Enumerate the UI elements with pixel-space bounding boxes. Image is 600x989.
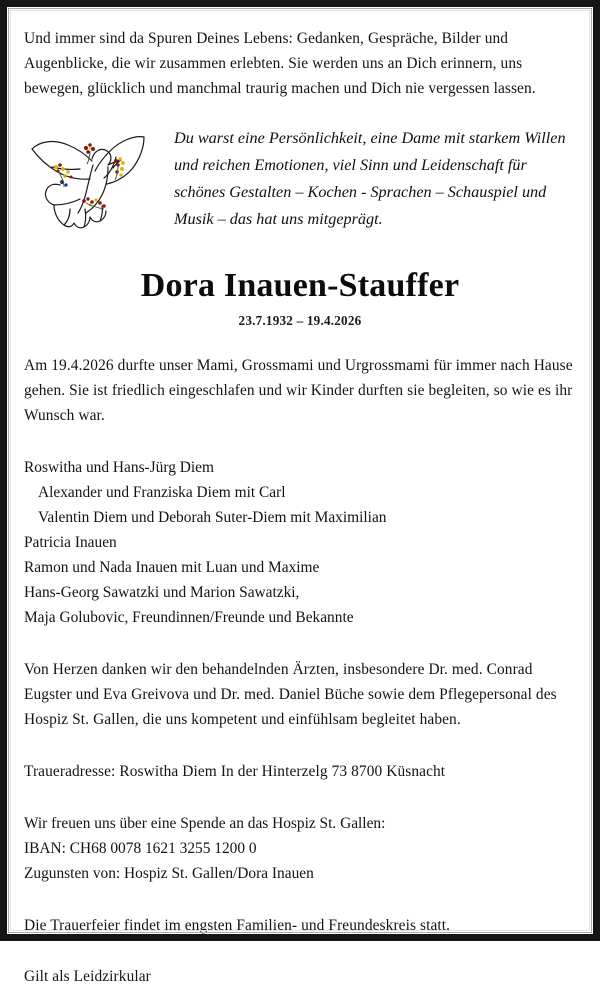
donation-intro: Wir freuen uns über eine Spende an das Hospiz St. Gallen: [24,815,386,833]
survivors-list [24,455,576,630]
list-item: Hans-Georg Sawatzki und Marion Sawatzki, [24,584,300,602]
list-item: Roswitha und Hans-Jürg Diem [24,459,214,477]
list-item: Valentin Diem und Deborah Suter-Diem mit Maximilian [38,509,387,527]
list-item: Patricia Inauen [24,534,117,552]
donation-block [24,811,576,886]
ceremony-note: Die Trauerfeier findet im engsten Familien- und Freundeskreis statt. [24,917,451,935]
name-block [24,267,576,329]
list-item: Maja Golubovic, Freundinnen/Freunde und Bekannte [24,609,354,627]
list-item: Ramon und Nada Inauen mit Luan und Maxime [24,559,320,577]
dove-illustration [24,123,174,233]
thanks-paragraph: Von Herzen danken wir den behandelnden Ärzten, insbesondere Dr. med. Conrad Eugster und Eva Greivova und Dr. med. Daniel Büche sowie dem Pflegepersonal des Hospiz St. Gallen, die uns kompetent und einfühlsam begleitet haben. [24,661,557,729]
mourning-address: Traueradresse: Roswitha Diem In der Hinterzelg 73 8700 Küsnacht [24,763,446,781]
dove-icon [24,127,164,233]
circular-note: Gilt als Leidzirkular [24,968,151,986]
list-item: Alexander und Franziska Diem mit Carl [38,484,286,502]
passing-paragraph: Am 19.4.2026 durfte unser Mami, Grossmami und Urgrossmami für immer nach Hause gehen. Sie ist friedlich eingeschlafen und wir Kinder durften sie begleiten, so wie es ihr Wunsch war. [24,357,573,425]
flower-cluster-top [84,143,95,164]
intro-paragraph: Und immer sind da Spuren Deines Lebens: Gedanken, Gespräche, Bilder und Augenblicke, die wir zusammen erlebten. Sie werden uns an Dich erinnern, uns bewegen, glücklich und manchmal traurig machen und Dich nie vergessen lassen. [24,30,536,97]
deceased-name: Dora Inauen-Stauffer [140,267,460,304]
donation-beneficiary: Zugunsten von: Hospiz St. Gallen/Dora Inauen [24,865,314,883]
donation-iban: IBAN: CH68 0078 1621 3255 1200 0 [24,840,257,858]
memorial-quote: Du warst eine Persönlichkeit, eine Dame mit starkem Willen und reichen Emotionen, viel Sinn und Leidenschaft für schönes Gestalten – Kochen - Sprachen – Schauspiel und Musik – das hat uns mitgeprägt. [174,129,566,228]
dove-quote-row [24,123,576,233]
life-dates: 23.7.1932 – 19.4.2026 [238,313,362,329]
